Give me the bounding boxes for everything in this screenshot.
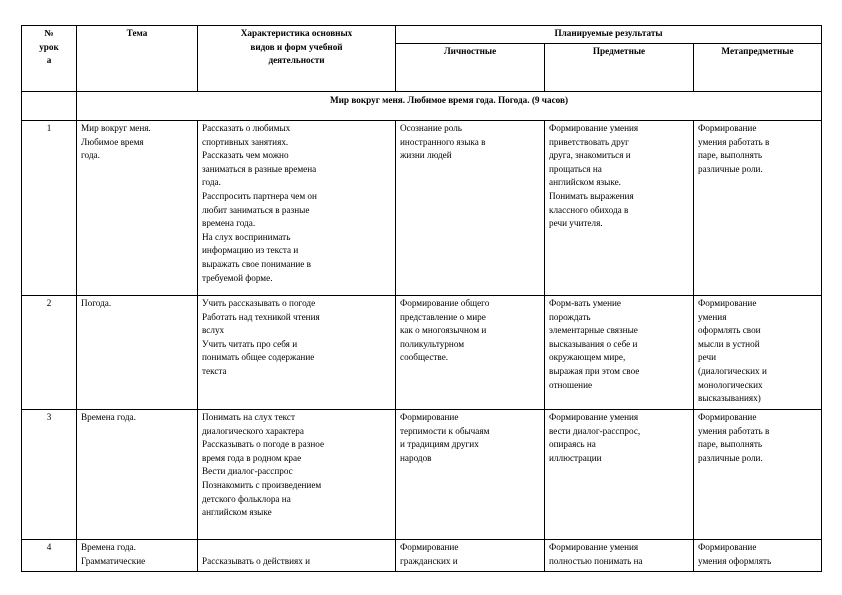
- lesson-activity: Рассказывать о действиях и: [198, 540, 396, 572]
- header-subject: Предметные: [545, 44, 694, 92]
- lesson-number: 1: [22, 121, 77, 296]
- lesson-personal: Формирование общего представление о мире как о многоязычном и поликультурном сообществе.: [396, 296, 545, 410]
- lesson-number: 3: [22, 410, 77, 540]
- lesson-meta: Формирование умения работать в паре, выполнять различные роли.: [694, 410, 822, 540]
- lesson-theme: Времена года. Грамматические: [77, 540, 198, 572]
- table-row: [22, 121, 822, 296]
- lesson-activity: Учить рассказывать о погоде Работать над техникой чтения вслух Учить читать про себя и понимать общее содержание текста: [198, 296, 396, 410]
- section-spacer: [22, 92, 77, 121]
- lesson-number: 2: [22, 296, 77, 410]
- lesson-activity: Рассказать о любимых спортивных занятиях. Рассказать чем можно заниматься в разные времена года. Расспросить партнера чем он любит заниматься в разные времена года. На слух воспринимать информацию из текста и выражать свое понимание в требуемой форме.: [198, 121, 396, 296]
- lesson-theme: Времена года.: [77, 410, 198, 540]
- header-activity: Характеристика основных видов и форм учебной деятельности: [198, 26, 396, 92]
- lesson-subject: Формирование умения полностью понимать на: [545, 540, 694, 572]
- lesson-subject: Формирование умения приветствовать друг друга, знакомиться и прощаться на английском языке. Понимать выражения классного обихода в речи учителя.: [545, 121, 694, 296]
- lesson-subject: Форм-вать умение порождать элементарные связные высказывания о себе и окружающем мире, выражая при этом свое отношение: [545, 296, 694, 410]
- lesson-number: 4: [22, 540, 77, 572]
- header-results: Планируемые результаты: [396, 26, 822, 44]
- lesson-activity: Понимать на слух текст диалогического характера Рассказывать о погоде в разное время года в родном крае Вести диалог-расспрос Познакомить с произведением детского фольклора на английском языке: [198, 410, 396, 540]
- header-metasubject: Метапредметные: [694, 44, 822, 92]
- header-theme: Тема: [77, 26, 198, 92]
- lesson-personal: Осознание роль иностранного языка в жизни людей: [396, 121, 545, 296]
- header-lesson-no: № урок а: [22, 26, 77, 92]
- lesson-meta: Формирование умения работать в паре, выполнять различные роли.: [694, 121, 822, 296]
- lesson-personal: Формирование терпимости к обычаям и традициям других народов: [396, 410, 545, 540]
- table-row: [22, 410, 822, 540]
- lesson-theme: Погода.: [77, 296, 198, 410]
- lesson-meta: Формирование умения оформлять: [694, 540, 822, 572]
- section-title: Мир вокруг меня. Любимое время года. Погода. (9 часов): [77, 92, 822, 121]
- lesson-personal: Формирование гражданских и: [396, 540, 545, 572]
- lesson-theme: Мир вокруг меня. Любимое время года.: [77, 121, 198, 296]
- lesson-plan-table: [21, 25, 822, 572]
- table-row: [22, 540, 822, 572]
- lesson-meta: Формирование умения оформлять свои мысли в устной речи (диалогических и монологических высказываниях): [694, 296, 822, 410]
- table-row: [22, 296, 822, 410]
- header-personal: Личностные: [396, 44, 545, 92]
- lesson-subject: Формирование умения вести диалог-расспрос, опираясь на иллюстрации: [545, 410, 694, 540]
